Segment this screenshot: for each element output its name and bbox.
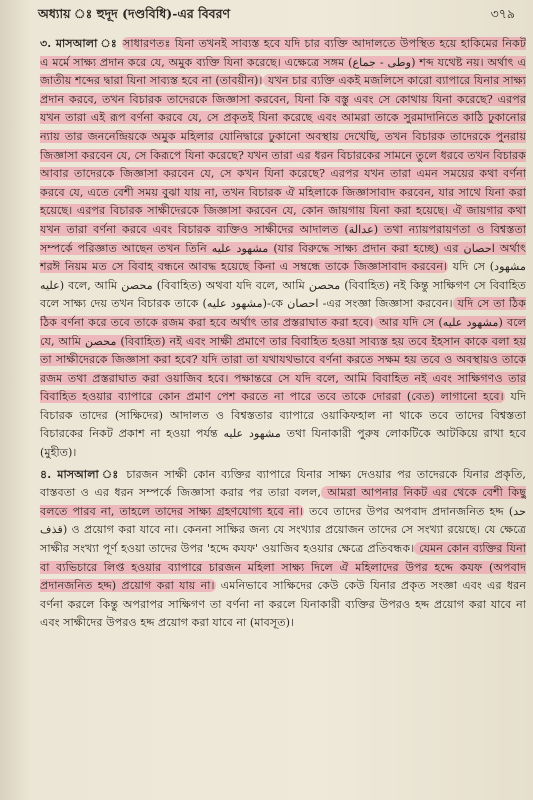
text-segment: যদি বিচারক তাদের (সাক্ষিদের) আদালত ও বিশ্বস্ততার ব্যাপারে ওয়াকিফহাল না থাকে তবে তাদের বিশ্বস্ততা বিচারকের নিকট প্রকাশ না হওয়া পর্যন্ত مشهود عليه তথা যিনাকারী পুরুষ লোকটিকে আটকিয়ে রাখা হবে (মুহীত)। bbox=[40, 390, 527, 460]
page-body bbox=[40, 34, 526, 633]
text-segment: এমনিভাবে সাক্ষিদের কেউ কেউ যিনার প্রকৃত সংজ্ঞা এবং এর ধরন বর্ণনা করলে কিন্তু অপরাপর সাক্ষিগণ তা বর্ণনা না করলে যিনাকারী ব্যক্তির উপরও হদ্দ প্রয়োগ করা যাবে না এবং সাক্ষীদের উপরও হদ্দ প্রয়োগ করা যাবে না (মাবসূত)। bbox=[40, 579, 527, 630]
chapter-title: অধ্যায় ঃ হুদূদ (দণ্ডবিধি)-এর বিবরণ bbox=[38, 6, 231, 21]
text-segment: চারজন সাক্ষী কোন ব্যক্তির ব্যাপারে যিনার সাক্ষ্য দেওয়ার পর তাদেরকে যিনার প্রকৃতি, বাস্তবতা ও এর ধরন সম্পর্কে জিজ্ঞাসা করার পর তারা বলল, bbox=[40, 467, 526, 500]
highlighted-text: যেমন কোন ব্যক্তির যিনা বা ব্যভিচারে লিপ্ত হওয়ার ব্যাপারে চারজন মহিলা সাক্ষ্য দিলে ঐ মহিলাদের উপর হদ্দে কযফ (অপবাদ প্রদানজনিত হদ্দ) প্রয়োগ করা যায় না। bbox=[40, 542, 526, 593]
masala-3-heading: ৩. মাসআলা ঃ bbox=[40, 36, 118, 50]
highlighted-text: আমরা আপনার নিকট এর থেকে বেশী কিছু বলতে পারব না, তাহলে তাদের সাক্ষ্য গ্রহণযোগ্য হবে না। bbox=[40, 486, 526, 518]
highlighted-text: যখন চার ব্যক্তি একই মজলিসে কারো ব্যাপারে যিনার সাক্ষ্য প্রদান করবে, তখন বিচারক তাদেরকে জিজ্ঞাসা করবেন, যিনা কি বস্তু এবং সে কোথায় যিনা করেছে? এরপর যখন তারা এই রূপ বর্ণনা করবে যে, সে প্রকৃতই যিনা করেছে এবং আমরা তাকে সুরমাদানিতে কাঠি ঢুকানোর ন্যায় তার জননেন্দ্রিয়কে অমুক মহিলার যোনিদ্বারে ঢুকানো অবস্থায় দেখেছি, তখন বিচারক তাদেরকে পুনরায় জিজ্ঞাসা করবেন যে, সে কিরূপে যিনা করেছে? যখন তারা এর ধরন বিচারকের সামনে তুলে ধরবে তখন বিচারক আবার তাদেরকে জিজ্ঞাসা করবেন যে, সে কখন যিনা করেছে? এরপর যখন তারা এমন সময়ের কথা বর্ণনা করবে যে, এতে বেশী সময় বুঝা যায় না, তখন বিচারক ঐ মহিলাকে জিজ্ঞাসাবাদ করবেন, যার সাথে যিনা করা হয়েছে। এরপর বিচারক সাক্ষীদেরকে জিজ্ঞাসা করবেন যে, কোন জায়গায় যিনা করা হয়েছে। ঐ জায়গার কথা যখন তারা বর্ণনা করবে এবং বিচারক ব্যক্তিও সাক্ষীদের আদালত (عدالة) তথা ন্যায়পরায়ণতা ও বিশ্বস্ততা সম্পর্কে পরিজ্ঞাত আছেন তখন তিনি مشهود عليه (যার বিরুদ্ধে সাক্ষ্য প্রদান করা হচ্ছে) এর احصان অর্থাৎ শরঈ নিয়ম মত সে বিবাহ বন্ধনে আবদ্ধ হয়েছে কিনা এ সম্বন্ধে তাকে জিজ্ঞাসাবাদ করবেন। bbox=[40, 74, 526, 274]
masala-4-heading: ৪. মাসআলা ঃ bbox=[40, 466, 121, 481]
highlighted-text: সাধারণতঃ যিনা তখনই সাব্যস্ত হবে যদি চার ব্যক্তি আদালতে উপস্থিত হয়ে হাকিমের নিকট এ মর্মে সাক্ষ্য প্রদান করে যে, অমুক ব্যক্তি যিনা করেছে। এক্ষেত্রে সঙ্গম (وطی - جماع) শব্দ যথেষ্ট নয়। অর্থাৎ এ জাতীয় শব্দের দ্বারা যিনা সাব্যস্ত হবে না (তাবয়ীন)। bbox=[40, 37, 527, 88]
text-segment: তবে তাদের উপর অপবাদ প্রদানজনিত হদ্দ (حد قذف) ও প্রয়োগ করা যাবে না। কেননা সাক্ষির জন্য যে সংখ্যার প্রয়োজন তাদের সে সংখ্যা রয়েছে। যে ক্ষেত্রে সাক্ষীর সংখ্যা পূর্ণ হওয়া তাদের উপর 'হদ্দে কযফ' ওয়াজিব হওয়ার ক্ষেত্রে প্রতিবন্ধক। bbox=[40, 504, 526, 556]
page-header bbox=[38, 6, 515, 26]
page-number: ৩৭৯ bbox=[490, 6, 515, 21]
masala-3-paragraph bbox=[40, 34, 526, 463]
highlighted-text: আর যদি সে (مشهود عليه) বলে যে, আমি محصن (বিবাহিত) নই এবং সাক্ষী প্রমাণে তার বিবাহিত হওয়া সাব্যস্ত হয় তবে ইহসান কাকে বলা হয় তা সাক্ষীদেরকে জিজ্ঞাসা করা হবে? যদি তারা তা যথাযথভাবে বর্ণনা করতে সক্ষম হয় তবে ও অবস্থায়ও তাকে রজম তথা প্রস্তরাঘাত করা ওয়াজিব হবে। পক্ষান্তরে সে যদি বলে, আমি বিবাহিত নই এবং সাক্ষিগণও তার বিবাহিত হওয়ার ব্যাপারে কোন প্রমাণ পেশ করতে না পারে তবে তাকে দোররা (বেত) লাগানো হবে। bbox=[40, 315, 527, 404]
highlighted-text: যদি সে তা ঠিক ঠিক বর্ণনা করে তবে তাকে রজম করা হবে অর্থাৎ তার প্রস্তরাঘাত করা হবে। bbox=[40, 297, 526, 329]
masala-4-paragraph bbox=[40, 465, 526, 633]
text-segment: যদি সে (مشهود عليه) বলে, আমি محصن (বিবাহিত) অথবা যদি বলে, আমি محصن (বিবাহিত) নই কিন্তু সাক্ষিগণ সে বিবাহিত বলে সাক্ষ্য দেয় তখন বিচারক তাকে (مشهود عليه)-কে احصان -এর সংজ্ঞা জিজ্ঞাসা করবেন। bbox=[40, 260, 526, 311]
